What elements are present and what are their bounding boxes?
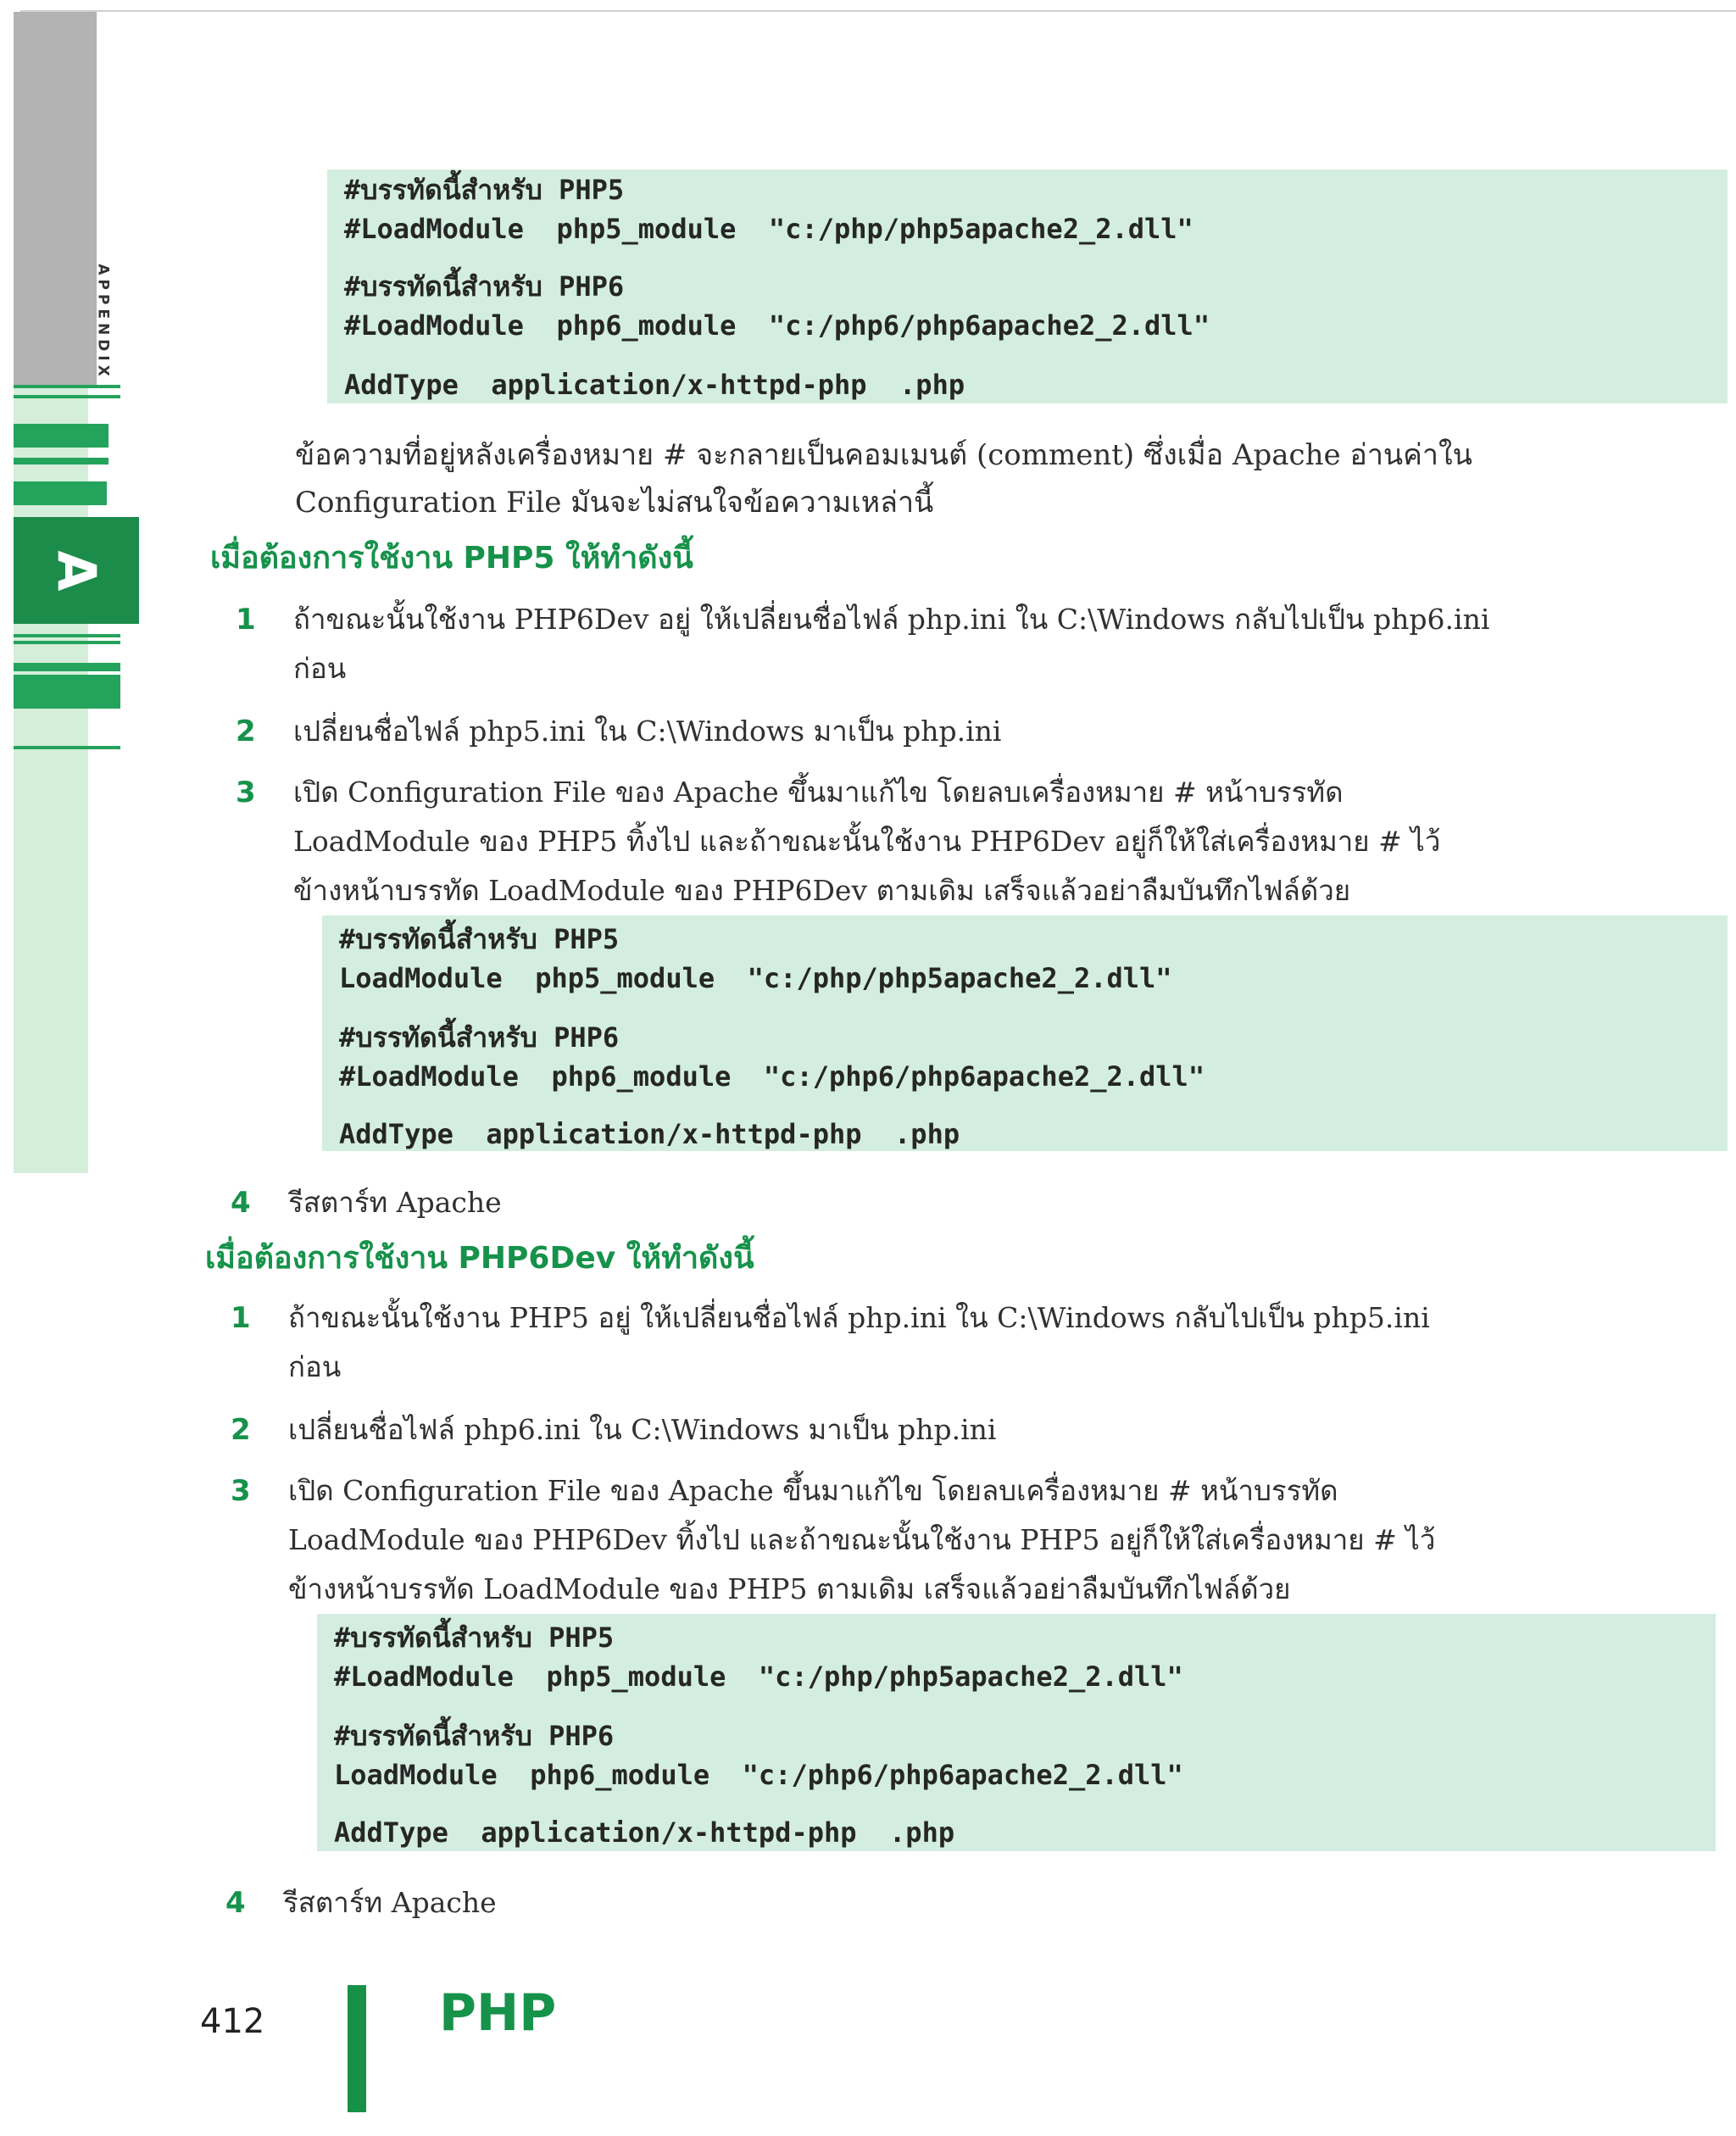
step-number: 2: [231, 1413, 251, 1447]
code-line: AddType application/x-httpd-php .php: [334, 1816, 955, 1849]
strip-stripe: [14, 746, 120, 749]
step-text: เปลี่ยนชื่อไฟล์ php5.ini ใน C:\Windows มาเป็น php.ini: [293, 715, 1002, 748]
step-text: ข้างหน้าบรรทัด LoadModule ของ PHP6Dev ตามเดิม เสร็จแล้วอย่าลืมบันทึกไฟล์ด้วย: [293, 874, 1351, 907]
code-line: #LoadModule php6_module "c:/php6/php6apache2_2.dll": [339, 1060, 1205, 1093]
step-number: 2: [236, 715, 256, 748]
appendix-label: APPENDIX: [95, 264, 112, 381]
page-number: 412: [200, 2002, 265, 2041]
step-text: ก่อน: [288, 1350, 342, 1383]
intro-line: Configuration File มันจะไม่สนใจข้อความเหล่านี้: [295, 486, 934, 520]
appendix-letter: A: [45, 550, 108, 591]
strip-stripe: [14, 424, 108, 448]
code-line: #บรรทัดนี้สำหรับ PHP5: [334, 1621, 615, 1654]
appendix-strip-gray: [14, 12, 97, 385]
code-line: #บรรทัดนี้สำหรับ PHP5: [339, 923, 620, 955]
step-number: 1: [231, 1301, 251, 1335]
step-number: 3: [236, 776, 256, 809]
step-number: 4: [225, 1886, 246, 1920]
code-line: AddType application/x-httpd-php .php: [339, 1118, 960, 1150]
code-line: #LoadModule php5_module "c:/php/php5apache2_2.dll": [344, 213, 1194, 245]
code-line: #บรรทัดนี้สำหรับ PHP6: [344, 270, 625, 303]
step-text: เปิด Configuration File ของ Apache ขึ้นมาแก้ไข โดยลบเครื่องหมาย # หน้าบรรทัด: [288, 1474, 1338, 1507]
step-number: 3: [231, 1474, 251, 1508]
step-text: เปลี่ยนชื่อไฟล์ php6.ini ใน C:\Windows มาเป็น php.ini: [288, 1413, 997, 1446]
section-heading-php5: เมื่อต้องการใช้งาน PHP5 ให้ทำดังนี้: [210, 541, 693, 576]
strip-stripe: [14, 458, 108, 464]
strip-stripe: [14, 481, 107, 505]
intro-line: ข้อความที่อยู่หลังเครื่องหมาย # จะกลายเป็นคอมเมนต์ (comment) ซึ่งเมื่อ Apache อ่านค่าใน: [295, 438, 1472, 472]
strip-stripe: [14, 675, 120, 709]
step-text: ถ้าขณะนั้นใช้งาน PHP5 อยู่ ให้เปลี่ยนชื่อไฟล์ php.ini ใน C:\Windows กลับไปเป็น php5.ini: [288, 1301, 1430, 1334]
strip-stripe: [14, 634, 120, 637]
code-line: #บรรทัดนี้สำหรับ PHP6: [334, 1720, 615, 1752]
strip-stripe: [14, 641, 120, 644]
code-line: LoadModule php6_module "c:/php6/php6apache2_2.dll": [334, 1759, 1183, 1791]
footer-divider: [348, 1985, 366, 2112]
step-text: ถ้าขณะนั้นใช้งาน PHP6Dev อยู่ ให้เปลี่ยนชื่อไฟล์ php.ini ใน C:\Windows กลับไปเป็น php6.ini: [293, 603, 1490, 636]
code-line: #LoadModule php6_module "c:/php6/php6apache2_2.dll": [344, 309, 1210, 342]
step-number: 4: [231, 1186, 251, 1220]
step-text: ก่อน: [293, 652, 347, 685]
step-text: เปิด Configuration File ของ Apache ขึ้นมาแก้ไข โดยลบเครื่องหมาย # หน้าบรรทัด: [293, 776, 1344, 809]
step-text: ข้างหน้าบรรทัด LoadModule ของ PHP5 ตามเดิม เสร็จแล้วอย่าลืมบันทึกไฟล์ด้วย: [288, 1572, 1291, 1605]
book-title: PHP: [439, 1983, 557, 2043]
code-line: #บรรทัดนี้สำหรับ PHP6: [339, 1021, 620, 1054]
step-number: 1: [236, 603, 256, 637]
top-rule: [20, 10, 1736, 12]
code-line: #บรรทัดนี้สำหรับ PHP5: [344, 174, 625, 206]
strip-stripe: [14, 663, 120, 671]
step-text: LoadModule ของ PHP5 ทิ้งไป และถ้าขณะนั้นใช้งาน PHP6Dev อยู่ก็ให้ใส่เครื่องหมาย # ไว้: [293, 825, 1441, 858]
step-text: รีสตาร์ท Apache: [283, 1886, 497, 1919]
code-line: #LoadModule php5_module "c:/php/php5apache2_2.dll": [334, 1660, 1183, 1693]
step-text: รีสตาร์ท Apache: [288, 1186, 502, 1219]
code-line: LoadModule php5_module "c:/php/php5apache2_2.dll": [339, 962, 1172, 994]
section-heading-php6dev: เมื่อต้องการใช้งาน PHP6Dev ให้ทำดังนี้: [205, 1241, 754, 1276]
step-text: LoadModule ของ PHP6Dev ทิ้งไป และถ้าขณะนั้นใช้งาน PHP5 อยู่ก็ให้ใส่เครื่องหมาย # ไว้: [288, 1523, 1436, 1556]
code-line: AddType application/x-httpd-php .php: [344, 369, 965, 401]
strip-stripe: [14, 395, 120, 398]
